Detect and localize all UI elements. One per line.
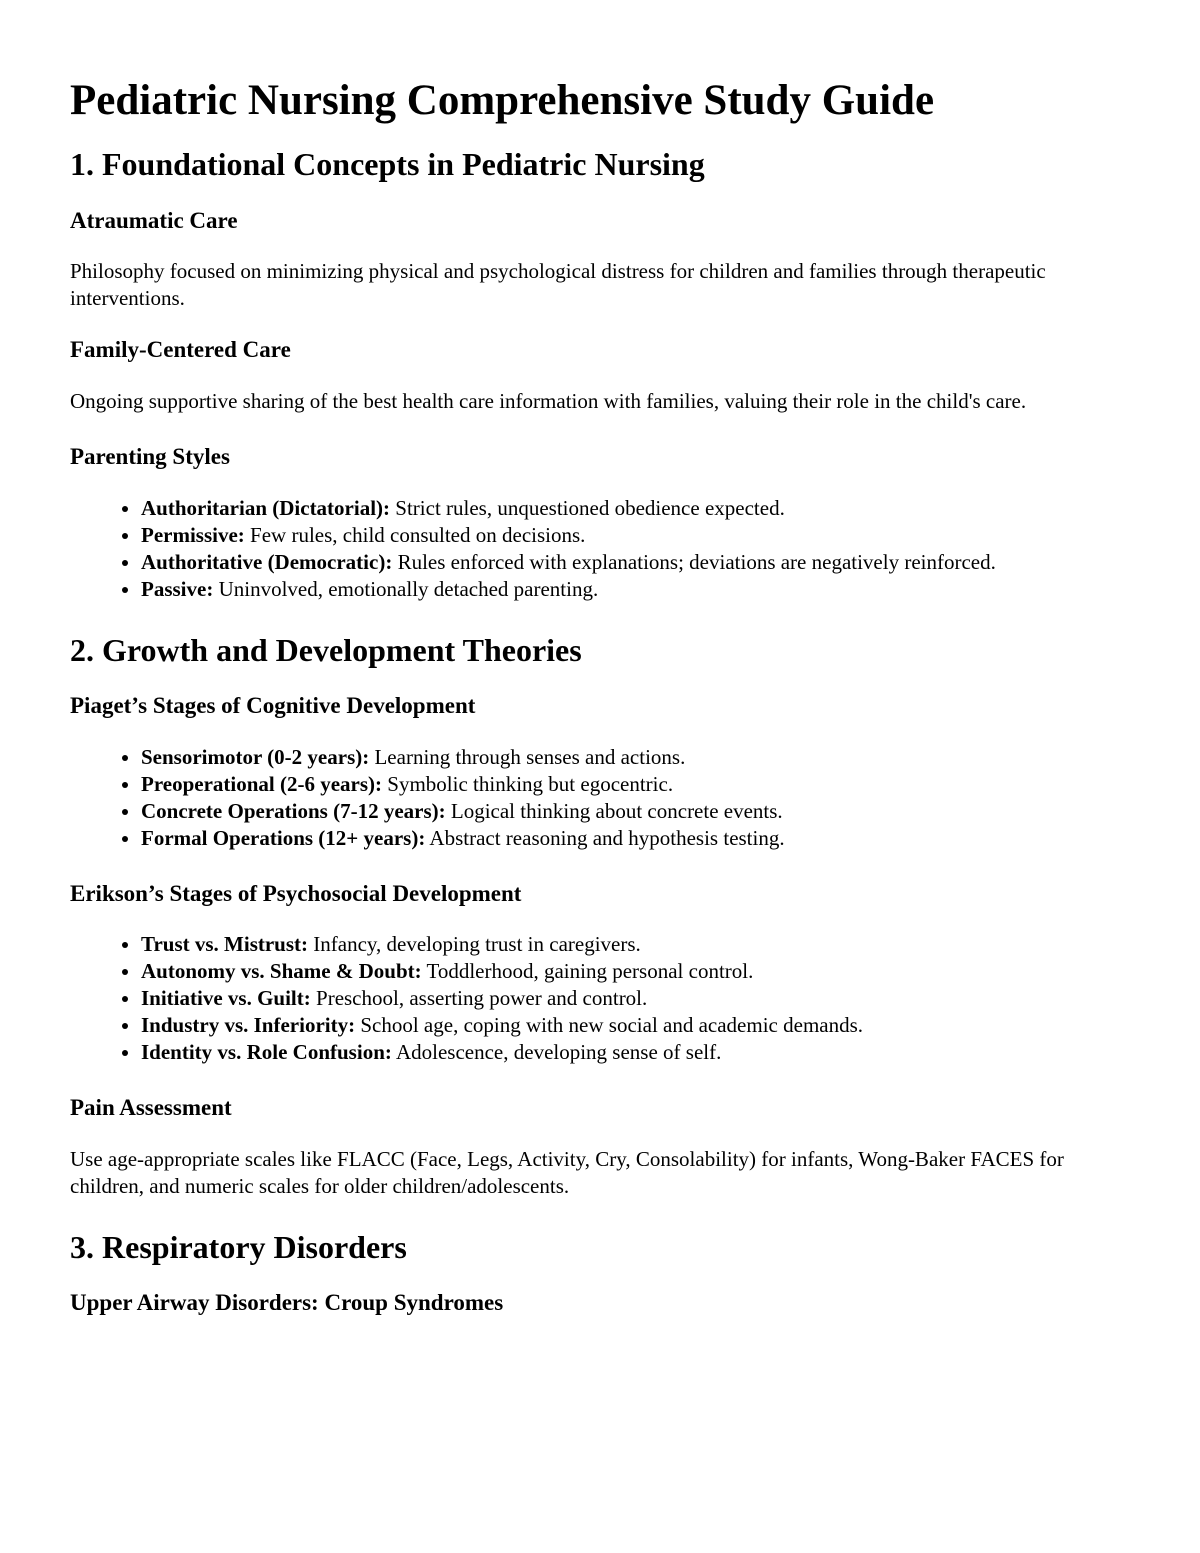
section-heading-respiratory-disorders: 3. Respiratory Disorders [70,1228,407,1265]
document-title: Pediatric Nursing Comprehensive Study Guide [70,77,935,124]
list-item-desc: Strict rules, unquestioned obedience expected. [390,495,785,520]
list-item-term: Preoperational (2-6 years): [141,771,383,796]
list-item-desc: Uninvolved, emotionally detached parenting. [213,576,599,601]
list-item [141,495,1130,522]
list-item-desc: Symbolic thinking but egocentric. [382,771,674,796]
list-item-term: Autonomy vs. Shame & Doubt: [141,959,422,984]
list-item-desc: Preschool, asserting power and control. [310,986,648,1011]
list-item [141,1012,1130,1039]
list-item [141,771,1130,798]
list-item [141,744,1130,771]
parenting-styles-list [70,495,1130,603]
list-item-term: Trust vs. Mistrust: [141,932,309,957]
section-heading-foundational-concepts: 1. Foundational Concepts in Pediatric Nursing [70,146,705,183]
subsection-heading-parenting-styles: Parenting Styles [70,444,230,470]
list-item-desc: Rules enforced with explanations; deviations are negatively reinforced. [392,549,996,574]
piaget-stages-list [70,744,1130,852]
list-item-term: Authoritarian (Dictatorial): [141,495,391,520]
list-item [141,931,1130,958]
list-item-desc: Adolescence, developing sense of self. [391,1040,722,1065]
list-item-term: Industry vs. Inferiority: [141,1013,356,1038]
subsection-heading-erikson: Erikson’s Stages of Psychosocial Development [70,880,522,906]
list-item-term: Concrete Operations (7-12 years): [141,798,446,823]
list-item-desc: School age, coping with new social and academic demands. [355,1013,864,1038]
subsection-heading-croup-syndromes: Upper Airway Disorders: Croup Syndromes [70,1290,504,1316]
erikson-stages-list [70,931,1130,1066]
list-item [141,825,1130,852]
list-item [141,576,1130,603]
list-item-term: Authoritative (Democratic): [141,549,393,574]
list-item-desc: Few rules, child consulted on decisions. [244,522,586,547]
list-item-term: Sensorimotor (0-2 years): [141,744,370,769]
document-page [70,70,1130,1317]
subsection-heading-piaget: Piaget’s Stages of Cognitive Development [70,693,476,718]
list-item-term: Initiative vs. Guilt: [141,986,311,1011]
section-heading-growth-development: 2. Growth and Development Theories [70,631,582,668]
list-item [141,549,1130,576]
list-item-desc: Logical thinking about concrete events. [445,798,783,823]
list-item-term: Formal Operations (12+ years): [141,825,426,850]
atraumatic-care-text: Philosophy focused on minimizing physical and psychological distress for children and families through therapeutic interventions. [70,259,1046,311]
pain-assessment-text: Use age-appropriate scales like FLACC (Face, Legs, Activity, Cry, Consolability) for infants, Wong-Baker FACES for children, and numeric scales for older children/adolescents. [70,1146,1064,1198]
subsection-heading-family-centered-care: Family-Centered Care [70,337,291,363]
family-centered-care-text: Ongoing supportive sharing of the best health care information with families, valuing their role in the child's care. [70,389,1027,414]
list-item [141,522,1130,549]
subsection-heading-atraumatic-care: Atraumatic Care [70,207,238,233]
list-item-term: Identity vs. Role Confusion: [141,1040,392,1065]
list-item-desc: Infancy, developing trust in caregivers. [308,932,641,957]
list-item-desc: Abstract reasoning and hypothesis testing. [425,825,785,850]
subsection-heading-pain-assessment: Pain Assessment [70,1095,232,1121]
list-item-desc: Toddlerhood, gaining personal control. [421,959,754,984]
list-item-desc: Learning through senses and actions. [369,744,686,769]
list-item [141,985,1130,1012]
list-item-term: Permissive: [141,522,245,547]
list-item [141,1039,1130,1066]
list-item [141,958,1130,985]
list-item [141,798,1130,825]
list-item-term: Passive: [141,576,214,601]
